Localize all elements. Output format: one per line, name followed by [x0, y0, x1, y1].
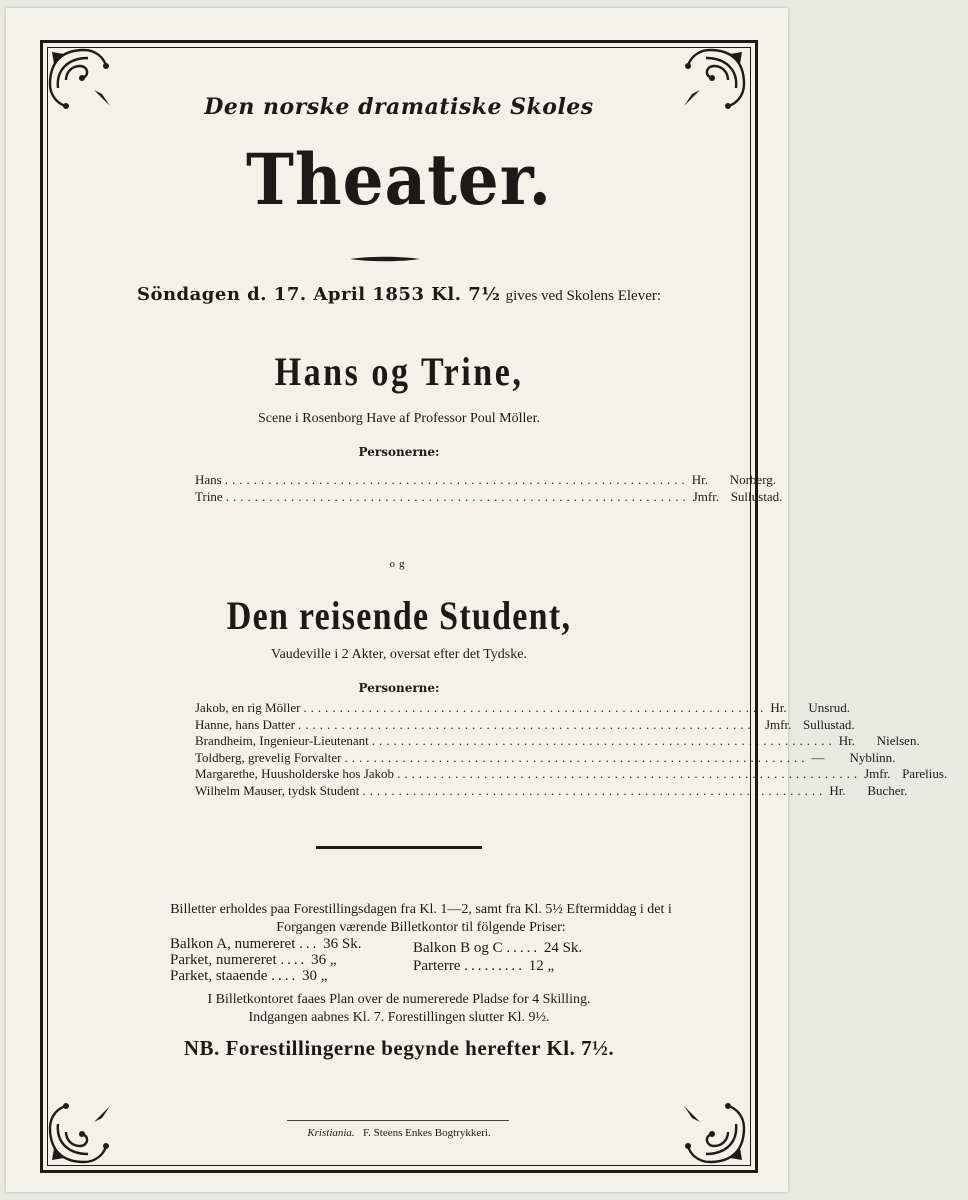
price-item: [170, 952, 337, 969]
imprint-divider: [287, 1120, 509, 1121]
price-value: 12 „: [528, 958, 555, 974]
price-item: [413, 940, 582, 957]
cast-honorific: Hr.: [838, 733, 855, 748]
cast-actor: Sullustad.: [803, 716, 855, 732]
cast-actor: Norberg.: [729, 472, 777, 487]
cast-row: [195, 716, 855, 734]
price-label: Balkon B og C: [413, 940, 503, 956]
price-label: Parterre: [413, 958, 461, 974]
leader-dots: .....: [506, 940, 541, 956]
play1-subtitle: Scene i Rosenborg Have af Professor Poul Möller.: [257, 411, 541, 426]
play2-cast-list: [195, 700, 948, 799]
performance-note: gives ved Skolens Elever:: [505, 288, 662, 304]
flourish-divider-icon: [350, 255, 420, 263]
cast-role: Margarethe, Huusholderske hos Jakob: [195, 766, 395, 781]
cast-honorific: Hr.: [691, 472, 708, 487]
date-line: [60, 284, 738, 305]
cast-row: [195, 700, 850, 717]
imprint-city: Kristiania.: [307, 1127, 355, 1139]
printer-imprint: [60, 1127, 738, 1139]
cast-honorific: Jmfr.: [692, 488, 720, 504]
ticket-info-line: I Billetkontoret faaes Plan over de numererede Pladse for 4 Skilling.: [207, 992, 591, 1007]
leader-dots: ................................................................: [225, 488, 690, 504]
play1-title: Hans og Trine,: [274, 349, 524, 394]
play1-cast-list: [195, 472, 783, 505]
leader-dots: ................................................................: [224, 472, 689, 487]
cast-row: [195, 488, 783, 506]
cast-row: [195, 749, 896, 767]
cast-role: Hans: [195, 472, 222, 487]
cast-role: Toldberg, grevelig Forvalter: [195, 749, 342, 765]
play2-subtitle: Vaudeville i 2 Akter, oversat efter det Tydske.: [271, 647, 527, 662]
cast-honorific: —: [811, 749, 825, 765]
cast-role: Hanne, hans Datter: [195, 716, 295, 732]
cast-actor: Parelius.: [902, 766, 948, 781]
price-value: 24 Sk.: [543, 940, 583, 956]
leader-dots: ................................................................: [362, 782, 827, 798]
ticket-info-line: Indgangen aabnes Kl. 7. Forestillingen slutter Kl. 9½.: [248, 1010, 550, 1025]
play2-title: Den reisende Student,: [226, 593, 572, 638]
cast-actor: Unsrud.: [808, 700, 850, 715]
ticket-info-line: Forgangen værende Billetkontor til fölgende Priser:: [276, 920, 566, 935]
cast-role: Brandheim, Ingenieur-Lieutenant: [195, 733, 369, 748]
price-item: [413, 958, 554, 975]
leader-dots: ................................................................: [397, 766, 862, 781]
price-value: 36 „: [311, 952, 337, 968]
cast-honorific: Hr.: [770, 700, 787, 715]
leader-dots: ...: [299, 936, 320, 952]
price-label: Balkon A, numereret: [170, 936, 296, 952]
play2-persons-heading: Personerne:: [358, 681, 440, 695]
cast-role: Wilhelm Mauser, tydsk Student: [195, 782, 360, 798]
cast-honorific: Hr.: [829, 782, 846, 798]
imprint-printer: F. Steens Enkes Bogtrykkeri.: [362, 1127, 491, 1139]
leader-dots: ................................................................: [303, 700, 768, 715]
cast-actor: Bucher.: [867, 782, 908, 798]
performance-date: Söndagen d. 17. April 1853 Kl. 7½: [136, 284, 501, 305]
cast-actor: Sullustad.: [730, 488, 783, 504]
play1-persons-heading: Personerne:: [358, 445, 440, 459]
price-value: 36 Sk.: [323, 936, 362, 952]
cast-actor: Nyblinn.: [849, 749, 896, 765]
cast-row: [195, 733, 920, 750]
cast-row: [195, 472, 777, 489]
connector-word: og: [389, 558, 409, 570]
cast-role: Jakob, en rig Möller: [195, 700, 301, 715]
section-divider: [316, 846, 482, 849]
leader-dots: .........: [464, 958, 525, 974]
poster-title: Theater.: [246, 138, 552, 221]
leader-dots: ................................................................: [344, 749, 809, 765]
price-value: 30 „: [301, 968, 328, 984]
school-name: Den norske dramatiske Skoles: [204, 94, 594, 120]
leader-dots: ................................................................: [371, 733, 836, 748]
price-item: [170, 936, 361, 953]
price-item: [170, 968, 327, 985]
ticket-info-line: Billetter erholdes paa Forestillingsdagen fra Kl. 1—2, samt fra Kl. 5½ Eftermiddag i det i: [170, 902, 672, 917]
cast-honorific: Jmfr.: [765, 716, 792, 732]
nb-notice: NB. Forestillingerne begynde herefter Kl. 7½.: [183, 1036, 615, 1060]
cast-honorific: Jmfr.: [864, 766, 891, 781]
leader-dots: ................................................................: [298, 716, 762, 732]
cast-row: [195, 766, 948, 783]
cast-row: [195, 782, 908, 800]
price-label: Parket, staaende: [170, 968, 268, 984]
leader-dots: ....: [280, 952, 308, 968]
cast-actor: Nielsen.: [876, 733, 920, 748]
cast-role: Trine: [195, 488, 223, 504]
price-label: Parket, numereret: [170, 952, 277, 968]
leader-dots: ....: [271, 968, 299, 984]
